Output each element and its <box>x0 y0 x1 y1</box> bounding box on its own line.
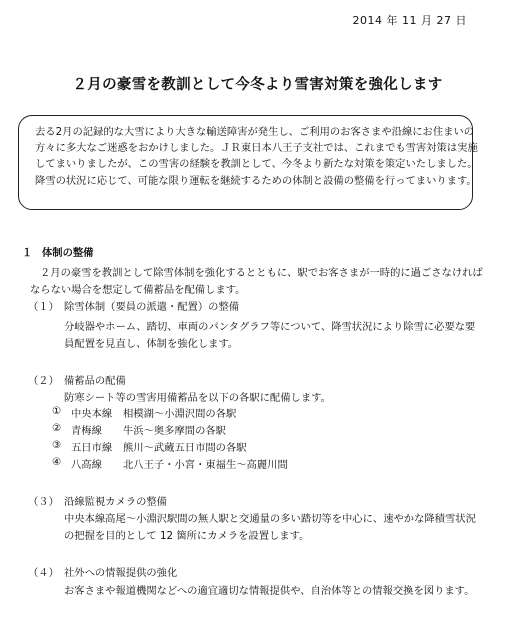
item-heading: 除雪体制（要員の派遣・配置）の整備 <box>64 301 240 313</box>
list-range: 熊川～武蔵五日市間の各駅 <box>123 442 247 454</box>
item-number: （１） <box>28 301 59 313</box>
list-line-name: 青梅線 <box>71 425 102 437</box>
intro-line: 方々に多大なご迷惑をおかけしました。ＪＲ東日本八王子支社では、これまでも雪害対策は実施 <box>35 142 478 155</box>
section-intro-line: ２月の豪雪を教訓として除雪体制を強化するとともに、駅でお客さまが一時的に過ごさなければ <box>40 267 483 279</box>
item-text-line: 員配置を見直し、体制を強化します。 <box>64 338 239 350</box>
intro-line: してまいりましたが、この雪害の経験を教訓として、今冬より新たな対策を策定いたしました。 <box>35 158 478 171</box>
list-range: 北八王子・小宮・東福生～高麗川間 <box>123 459 288 471</box>
item-number: （２） <box>28 375 59 387</box>
document-date: 2014 年 11 月 27 日 <box>352 14 467 27</box>
list-range: 相模湖～小淵沢間の各駅 <box>123 408 237 420</box>
section-intro-line: ならない場合を想定して備蓄品を配備します。 <box>30 284 246 296</box>
item-text-line: 防寒シート等の雪害用備蓄品を以下の各駅に配備します。 <box>64 392 331 404</box>
item-number: （３） <box>28 496 59 508</box>
section-heading: 体制の整備 <box>42 247 94 259</box>
list-range: 牛浜～奥多摩間の各駅 <box>123 425 226 437</box>
item-text-line: 分岐器やホーム、踏切、車両のパンタグラフ等について、降雪状況により除雪に必要な要 <box>64 321 476 333</box>
list-line-name: 五日市線 <box>71 442 113 454</box>
intro-line: 去る2月の記録的な大雪により大きな輸送障害が発生し、ご利用のお客さまや沿線にお住まいの <box>35 126 475 138</box>
list-number: ④ <box>52 456 62 468</box>
section-number: １ <box>22 247 33 259</box>
intro-line: 降雪の状況に応じて、可能な限り運転を継続するための体制と設備の整備を行ってまいります。 <box>35 174 477 187</box>
item-heading: 社外への情報提供の強化 <box>64 567 178 579</box>
list-line-name: 中央本線 <box>71 408 113 420</box>
list-line-name: 八高線 <box>71 459 102 471</box>
item-text-line: 中央本線高尾～小淵沢駅間の無人駅と交通量の多い踏切等を中心に、速やかな降積雪状況 <box>64 513 476 525</box>
list-number: ② <box>52 422 62 434</box>
item-heading: 備蓄品の配備 <box>64 375 126 387</box>
intro-box <box>18 115 478 210</box>
list-number: ③ <box>52 439 62 451</box>
item-heading: 沿線監視カメラの整備 <box>64 496 167 508</box>
item-text-line: お客さまや報道機関などへの適宜適切な情報提供や、自治体等との情報交換を図ります。 <box>64 585 475 597</box>
list-number: ① <box>52 405 62 417</box>
item-number: （４） <box>28 567 59 579</box>
item-text-line: の把握を目的として 12 箇所にカメラを設置します。 <box>64 530 310 542</box>
document-title: ２月の豪雪を教訓として今冬より雪害対策を強化します <box>72 77 443 93</box>
